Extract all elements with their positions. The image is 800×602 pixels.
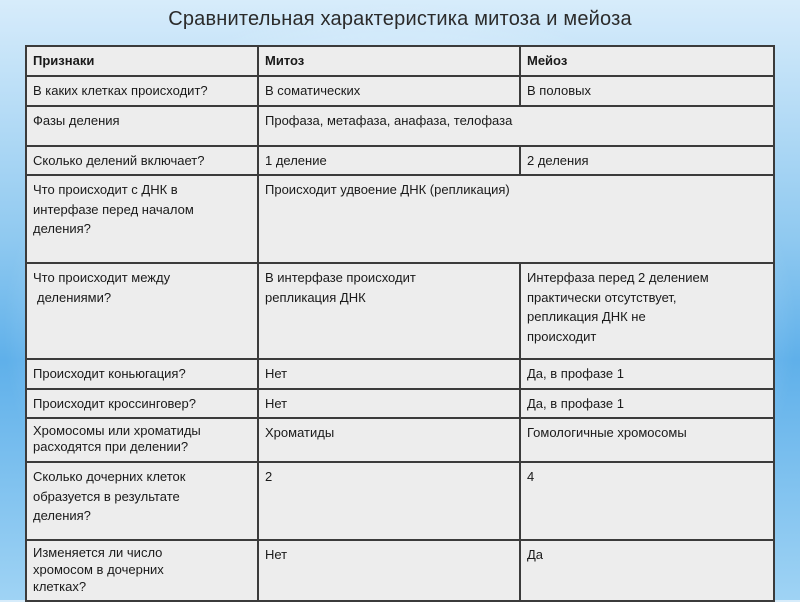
feature-cell: Сколько делений включает? [26, 146, 258, 176]
feature-cell [26, 418, 258, 462]
feature-line: образуется в результате [33, 488, 180, 504]
mitosis-cell: 1 деление [258, 146, 520, 176]
feature-cell: Фазы деления [26, 106, 258, 146]
feature-line: Изменяется ли число [33, 545, 163, 560]
table-row [26, 106, 774, 146]
feature-line: делениями? [37, 289, 112, 305]
feature-line: расходятся при делении? [33, 439, 189, 455]
mitosis-line: В интерфазе происходит [265, 270, 416, 285]
mitosis-cell: Нет [258, 540, 520, 601]
table-row [26, 359, 774, 389]
feature-cell [26, 175, 258, 263]
mitosis-cell [258, 263, 520, 359]
shared-cell: Происходит удвоение ДНК (репликация) [258, 175, 774, 263]
meiosis-cell: Гомологичные хромосомы [520, 418, 774, 462]
feature-line: хромосом в дочерних [33, 561, 164, 577]
feature-line: интерфазе перед началом [33, 201, 194, 217]
table-row [26, 146, 774, 176]
meiosis-cell: 4 [520, 462, 774, 540]
meiosis-cell: 2 деления [520, 146, 774, 176]
header-mitosis: Митоз [258, 46, 520, 76]
table-header-row [26, 46, 774, 76]
table-row [26, 540, 774, 601]
feature-cell: Происходит кроссинговер? [26, 389, 258, 419]
mitosis-cell: Нет [258, 359, 520, 389]
meiosis-cell: Да [520, 540, 774, 601]
meiosis-line: Интерфаза перед 2 делением [527, 270, 709, 285]
meiosis-cell: Да, в профазе 1 [520, 359, 774, 389]
table-row [26, 76, 774, 106]
table-row [26, 418, 774, 462]
feature-line: Сколько дочерних клеток [33, 469, 186, 484]
feature-cell [26, 462, 258, 540]
header-features: Признаки [26, 46, 258, 76]
feature-cell [26, 540, 258, 601]
feature-line: деления? [33, 221, 91, 236]
header-meiosis: Мейоз [520, 46, 774, 76]
mitosis-line: репликация ДНК [265, 289, 366, 305]
meiosis-cell: Да, в профазе 1 [520, 389, 774, 419]
table-row [26, 389, 774, 419]
shared-cell: Профаза, метафаза, анафаза, телофаза [258, 106, 774, 146]
table-row [26, 462, 774, 540]
feature-cell: В каких клетках происходит? [26, 76, 258, 106]
feature-line: Что происходит с ДНК в [33, 182, 178, 197]
mitosis-cell: 2 [258, 462, 520, 540]
feature-cell: Происходит коньюгация? [26, 359, 258, 389]
meiosis-line: репликация ДНК не [527, 309, 646, 324]
table-row [26, 263, 774, 359]
mitosis-cell: В соматических [258, 76, 520, 106]
feature-line: клетках? [33, 578, 87, 594]
meiosis-cell: В половых [520, 76, 774, 106]
meiosis-cell [520, 263, 774, 359]
mitosis-cell: Нет [258, 389, 520, 419]
feature-line: деления? [33, 508, 91, 523]
feature-line: Хромосомы или хроматиды [33, 423, 201, 438]
table-row [26, 175, 774, 263]
feature-line: Что происходит между [33, 270, 171, 285]
meiosis-line: происходит [527, 328, 597, 344]
meiosis-line: практически отсутствует, [527, 289, 677, 305]
comparison-table [25, 45, 775, 602]
mitosis-cell: Хроматиды [258, 418, 520, 462]
page-title: Сравнительная характеристика митоза и мейоза [168, 8, 632, 30]
feature-cell [26, 263, 258, 359]
